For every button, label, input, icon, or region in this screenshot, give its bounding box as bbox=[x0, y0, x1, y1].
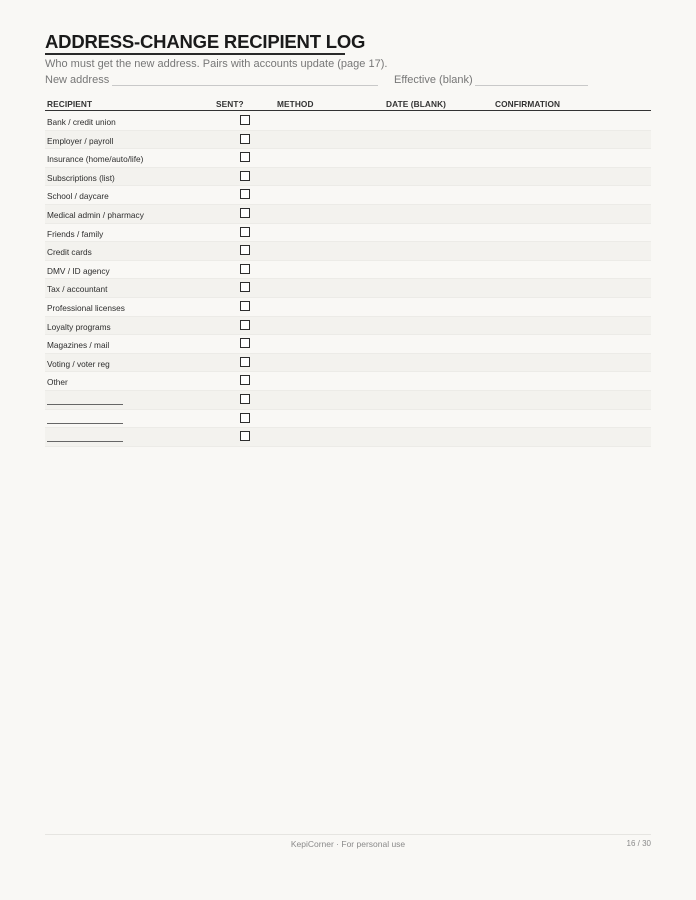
sent-checkbox[interactable] bbox=[240, 431, 250, 441]
recipient-label: Tax / accountant bbox=[47, 284, 108, 295]
sent-checkbox[interactable] bbox=[240, 264, 250, 274]
table-row bbox=[45, 242, 651, 261]
recipient-label: Medical admin / pharmacy bbox=[47, 209, 144, 220]
table-row bbox=[45, 279, 651, 298]
worksheet-page bbox=[45, 0, 651, 900]
table-row bbox=[45, 205, 651, 224]
sent-checkbox[interactable] bbox=[240, 338, 250, 348]
new-address-label: New address bbox=[45, 74, 110, 86]
table-row bbox=[45, 410, 651, 429]
table-row bbox=[45, 149, 651, 168]
sent-checkbox[interactable] bbox=[240, 357, 250, 367]
recipient-label: DMV / ID agency bbox=[47, 265, 110, 276]
page-title: ADDRESS-CHANGE RECIPIENT LOG bbox=[45, 31, 366, 52]
table-row bbox=[45, 298, 651, 317]
table-header bbox=[45, 97, 651, 111]
sent-checkbox[interactable] bbox=[240, 189, 250, 199]
table-row bbox=[45, 335, 651, 354]
title-underline bbox=[45, 53, 345, 55]
sent-checkbox[interactable] bbox=[240, 245, 250, 255]
column-header-sent: SENT? bbox=[216, 99, 244, 109]
recipient-label: School / daycare bbox=[47, 191, 109, 202]
page-number: 16 / 30 bbox=[626, 839, 651, 848]
sent-checkbox[interactable] bbox=[240, 413, 250, 423]
table-row bbox=[45, 112, 651, 131]
page-subtitle: Who must get the new address. Pairs with accounts update (page 17). bbox=[45, 58, 388, 70]
recipient-label: Insurance (home/auto/life) bbox=[47, 154, 144, 165]
table-row bbox=[45, 391, 651, 410]
footer-divider bbox=[45, 834, 651, 835]
effective-label: Effective (blank) bbox=[394, 74, 473, 86]
recipient-blank-line[interactable] bbox=[47, 441, 123, 442]
recipient-label: Professional licenses bbox=[47, 302, 125, 313]
recipient-label: Bank / credit union bbox=[47, 117, 116, 127]
recipient-label: Loyalty programs bbox=[47, 321, 111, 332]
recipient-blank-line[interactable] bbox=[47, 404, 123, 405]
table-row bbox=[45, 354, 651, 373]
sent-checkbox[interactable] bbox=[240, 134, 250, 144]
recipient-label: Magazines / mail bbox=[47, 340, 110, 351]
sent-checkbox[interactable] bbox=[240, 227, 250, 237]
footer-text: KepiCorner · For personal use bbox=[290, 839, 406, 849]
table-row bbox=[45, 372, 651, 391]
column-header-confirmation: CONFIRMATION bbox=[495, 99, 561, 109]
recipient-label: Voting / voter reg bbox=[47, 358, 110, 369]
table-row bbox=[45, 261, 651, 280]
column-header-date: DATE (BLANK) bbox=[386, 99, 447, 109]
new-address-line[interactable] bbox=[112, 85, 378, 86]
sent-checkbox[interactable] bbox=[240, 115, 250, 125]
recipient-label: Employer / payroll bbox=[47, 135, 114, 146]
recipient-label: Subscriptions (list) bbox=[47, 172, 115, 183]
recipient-label: Other bbox=[47, 377, 68, 388]
table-row bbox=[45, 131, 651, 150]
table-row bbox=[45, 428, 651, 447]
sent-checkbox[interactable] bbox=[240, 171, 250, 181]
table-row bbox=[45, 186, 651, 205]
sent-checkbox[interactable] bbox=[240, 375, 250, 385]
sent-checkbox[interactable] bbox=[240, 394, 250, 404]
sent-checkbox[interactable] bbox=[240, 152, 250, 162]
sent-checkbox[interactable] bbox=[240, 320, 250, 330]
sent-checkbox[interactable] bbox=[240, 282, 250, 292]
recipient-blank-line[interactable] bbox=[47, 423, 123, 424]
sent-checkbox[interactable] bbox=[240, 301, 250, 311]
table-row bbox=[45, 168, 651, 187]
recipient-label: Friends / family bbox=[47, 228, 104, 239]
recipient-label: Credit cards bbox=[47, 247, 92, 258]
column-header-method: METHOD bbox=[277, 99, 314, 109]
table-row bbox=[45, 317, 651, 336]
recipient-table-body bbox=[45, 112, 651, 447]
table-row bbox=[45, 224, 651, 243]
column-header-recipient: RECIPIENT bbox=[47, 99, 93, 109]
address-fields bbox=[45, 73, 651, 87]
sent-checkbox[interactable] bbox=[240, 208, 250, 218]
effective-date-line[interactable] bbox=[475, 85, 588, 86]
